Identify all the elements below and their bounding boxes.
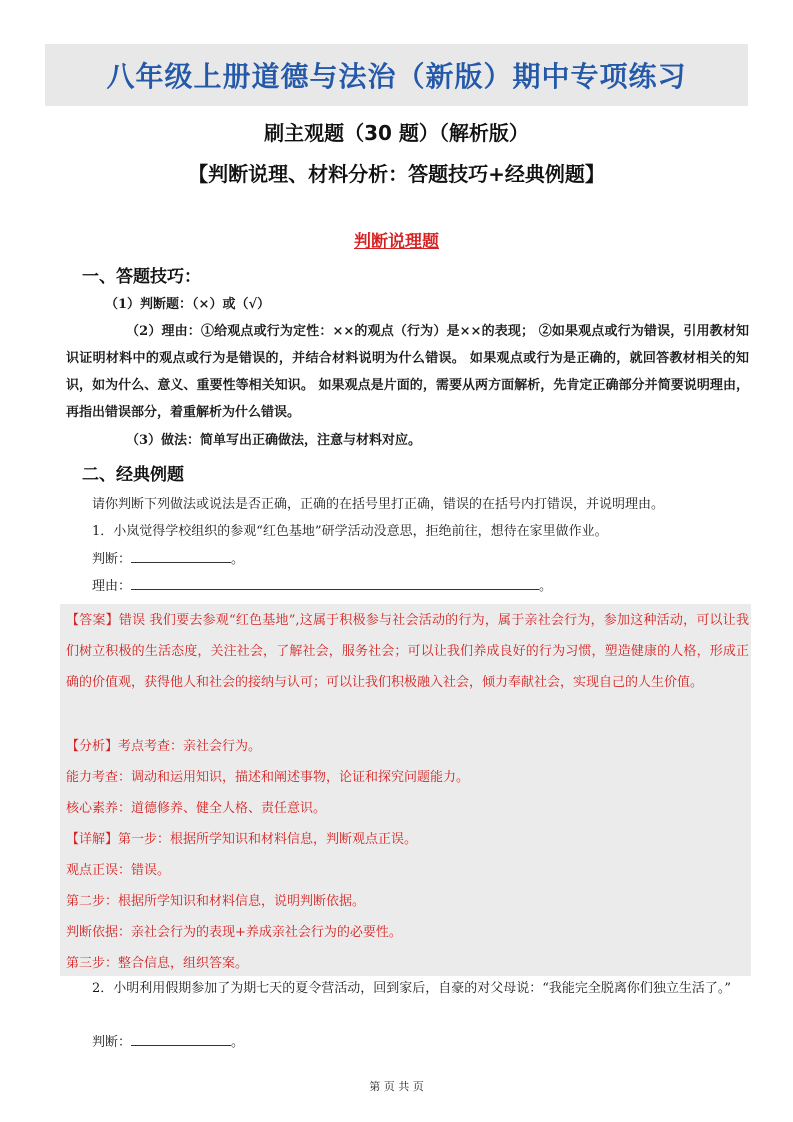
answer-paragraph [66,605,749,698]
reason-blank[interactable] [131,575,539,590]
answer-tag: 【答案】 [66,613,119,628]
detail-tag: 【详解】 [66,832,119,847]
tip-item-3: （3）做法：简单写出正确做法，注意与材料对应。 [126,433,422,448]
step3-line: 第三步：整合信息，组织答案。 [66,956,249,971]
part1-heading: 一、答题技巧： [82,267,201,287]
view-line: 观点正误：错误。 [66,863,171,878]
tip-item-2: （2）理由：①给观点或行为定性：××的观点（行为）是××的表现； ②如果观点或行为错误，引用教材知识证明材料中的观点或行为是错误的，并结合材料说明为什么错误。 如果观点或行为是正确的，就回答教材相关的知识，如为什么、意义、重要性等相关知识。 如果观点是片面的，需要从两方面解析，先肯定正确部分并简要说明理由，再指出错误部分，着重解析为什么错误。 [66,324,749,420]
judge-line-2 [92,1029,244,1056]
reason-period: 。 [539,579,553,594]
judge-period: 。 [231,552,245,567]
analysis-line [66,731,749,762]
judge-blank-2[interactable] [131,1031,231,1046]
basis-line: 判断依据：亲社会行为的表现+养成亲社会行为的必要性。 [66,925,402,940]
section-title: 判断说理题 [354,232,439,252]
judge-line-1 [92,546,244,573]
page-title: 八年级上册道德与法治（新版）期中专项练习 [106,60,687,93]
literacy-line: 核心素养：道德修养、健全人格、责任意识。 [66,801,327,816]
instruction: 请你判断下列做法或说法是否正确，正确的在括号里打正确，错误的在括号内打错误，并说明理由。 [92,497,665,512]
analysis-tag: 【分析】 [66,739,119,754]
reason-label: 理由： [92,579,132,594]
title-banner [45,44,748,106]
tip-item-1: （1）判断题：（×）或（√） [105,297,270,312]
part2-heading: 二、经典例题 [82,465,184,485]
page-subtitle-2: 【判断说理、材料分析：答题技巧+经典例题】 [188,162,605,186]
judge-period-2: 。 [231,1035,245,1050]
analysis-text: 考点考查：亲社会行为。 [118,739,262,754]
judge-label-2: 判断： [92,1035,132,1050]
judge-label: 判断： [92,552,132,567]
question-1: 1．小岚觉得学校组织的参观“红色基地”研学活动没意思，拒绝前往，想待在家里做作业。 [92,524,608,539]
page-subtitle: 刷主观题（30 题）（解析版） [264,121,529,145]
question-2: 2．小明利用假期参加了为期七天的夏令营活动，回到家后，自豪的对父母说：“我能完全脱离你们独立生活了。” [92,981,732,996]
judge-blank[interactable] [131,548,231,563]
reason-line-1 [92,573,552,600]
step2-line: 第二步：根据所学知识和材料信息，说明判断依据。 [66,894,366,909]
answer-text: 错误 我们要去参观“红色基地”,这属于积极参与社会活动的行为，属于亲社会行为，参加这种活动，可以让我们树立积极的生活态度，关注社会，了解社会，服务社会；可以让我们养成良好的行为习惯，塑造健康的人格，形成正确的价值观，获得他人和社会的接纳与认可；可以让我们积极融入社会，倾力奉献社会，实现自己的人生价值。 [66,613,749,690]
page-footer: 第 页 共 页 [369,1080,424,1093]
detail-text: 第一步：根据所学知识和材料信息，判断观点正误。 [118,832,418,847]
ability-line: 能力考查：调动和运用知识，描述和阐述事物，论证和探究问题能力。 [66,770,470,785]
detail-line [66,824,749,855]
